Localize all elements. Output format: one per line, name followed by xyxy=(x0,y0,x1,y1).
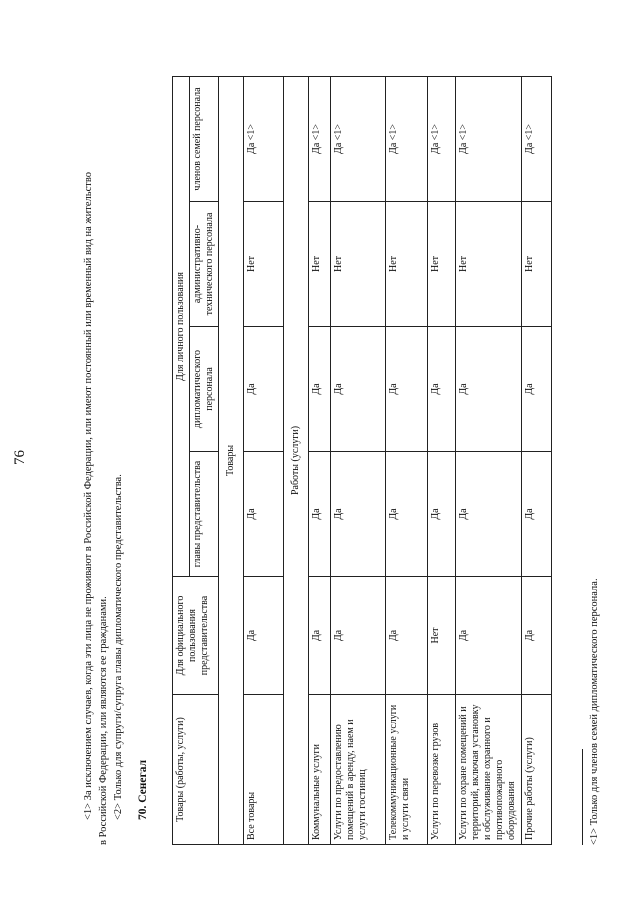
cell-diplomatic: Да xyxy=(244,327,284,452)
cell-family: Да <1> xyxy=(522,76,552,201)
cell-diplomatic: Да xyxy=(386,327,428,452)
row-item: Коммунальные услуги xyxy=(309,695,331,845)
cell-official: Да xyxy=(244,577,284,695)
tax-exemption-table-container xyxy=(172,77,552,845)
page-number: 76 xyxy=(12,450,28,465)
header-diplomatic-staff: дипломатического персонала xyxy=(190,327,219,452)
row-item: Телекоммуникационные услуги и услуги связи xyxy=(386,695,428,845)
cell-diplomatic: Да xyxy=(428,327,456,452)
cell-family: Да <1> xyxy=(244,76,284,201)
cell-official: Да xyxy=(522,577,552,695)
cell-diplomatic: Да xyxy=(309,327,331,452)
cell-admin: Нет xyxy=(428,202,456,327)
cell-official: Да xyxy=(309,577,331,695)
table-row xyxy=(331,76,386,844)
table-row xyxy=(522,76,552,844)
table-row xyxy=(386,76,428,844)
footnote-separator xyxy=(582,749,583,845)
cell-admin: Нет xyxy=(244,202,284,327)
table-row xyxy=(428,76,456,844)
cell-diplomatic: Да xyxy=(456,327,522,452)
header-family-members: членов семей персонала xyxy=(190,76,219,201)
table-row xyxy=(309,76,331,844)
cell-admin: Нет xyxy=(456,202,522,327)
cell-head: Да xyxy=(244,452,284,577)
row-item: Услуги по перевозке грузов xyxy=(428,695,456,845)
cell-head: Да xyxy=(456,452,522,577)
cell-head: Да xyxy=(522,452,552,577)
header-official-use: Для официального пользования представительства xyxy=(173,577,219,695)
cell-official: Да xyxy=(456,577,522,695)
header-personal-use: Для личного пользования xyxy=(173,76,190,576)
footnote-1-line-1: <1> За исключением случаев, когда эти лица не проживают в Российской Федерации, или имеют постоянный или временный вид на жительство xyxy=(83,172,94,820)
footnote-bottom: <1> Только для членов семей дипломатического персонала. xyxy=(589,578,600,845)
section-title: 70. Сенегал xyxy=(137,759,149,820)
table-row xyxy=(244,76,284,844)
cell-admin: Нет xyxy=(386,202,428,327)
cell-admin: Нет xyxy=(522,202,552,327)
row-item: Все товары xyxy=(244,695,284,845)
cell-official: Да xyxy=(331,577,386,695)
cell-head: Да xyxy=(309,452,331,577)
footnote-2: <2> Только для супруги/супруга главы дипломатического представительства. xyxy=(113,474,124,820)
cell-family: Да <1> xyxy=(309,76,331,201)
cell-family: Да <1> xyxy=(428,76,456,201)
section-goods-title: Товары xyxy=(219,76,244,844)
section-row xyxy=(219,76,244,844)
cell-family: Да <1> xyxy=(331,76,386,201)
footnote-1-line-2: в Российской Федерации, или являются ее гражданами. xyxy=(98,596,109,845)
cell-admin: Нет xyxy=(309,202,331,327)
cell-family: Да <1> xyxy=(456,76,522,201)
section-row xyxy=(284,76,309,844)
cell-official: Да xyxy=(386,577,428,695)
row-item: Услуги по охране помещений и территорий, включая установку и обслуживание охранного и противопожарного оборудования xyxy=(456,695,522,845)
cell-diplomatic: Да xyxy=(522,327,552,452)
cell-admin: Нет xyxy=(331,202,386,327)
header-goods: Товары (работы, услуги) xyxy=(173,695,219,845)
section-works-title: Работы (услуги) xyxy=(284,76,309,844)
row-item: Услуги по предоставлению помещений в аренду, наем и услуги гостиниц xyxy=(331,695,386,845)
row-item: Прочие работы (услуги) xyxy=(522,695,552,845)
cell-family: Да <1> xyxy=(386,76,428,201)
cell-diplomatic: Да xyxy=(331,327,386,452)
cell-head: Да xyxy=(428,452,456,577)
cell-head: Да xyxy=(386,452,428,577)
table-row xyxy=(456,76,522,844)
cell-official: Нет xyxy=(428,577,456,695)
header-admin-staff: административно-технического персонала xyxy=(190,202,219,327)
header-head-of-mission: главы представительства xyxy=(190,452,219,577)
tax-exemption-table xyxy=(172,76,552,845)
cell-head: Да xyxy=(331,452,386,577)
